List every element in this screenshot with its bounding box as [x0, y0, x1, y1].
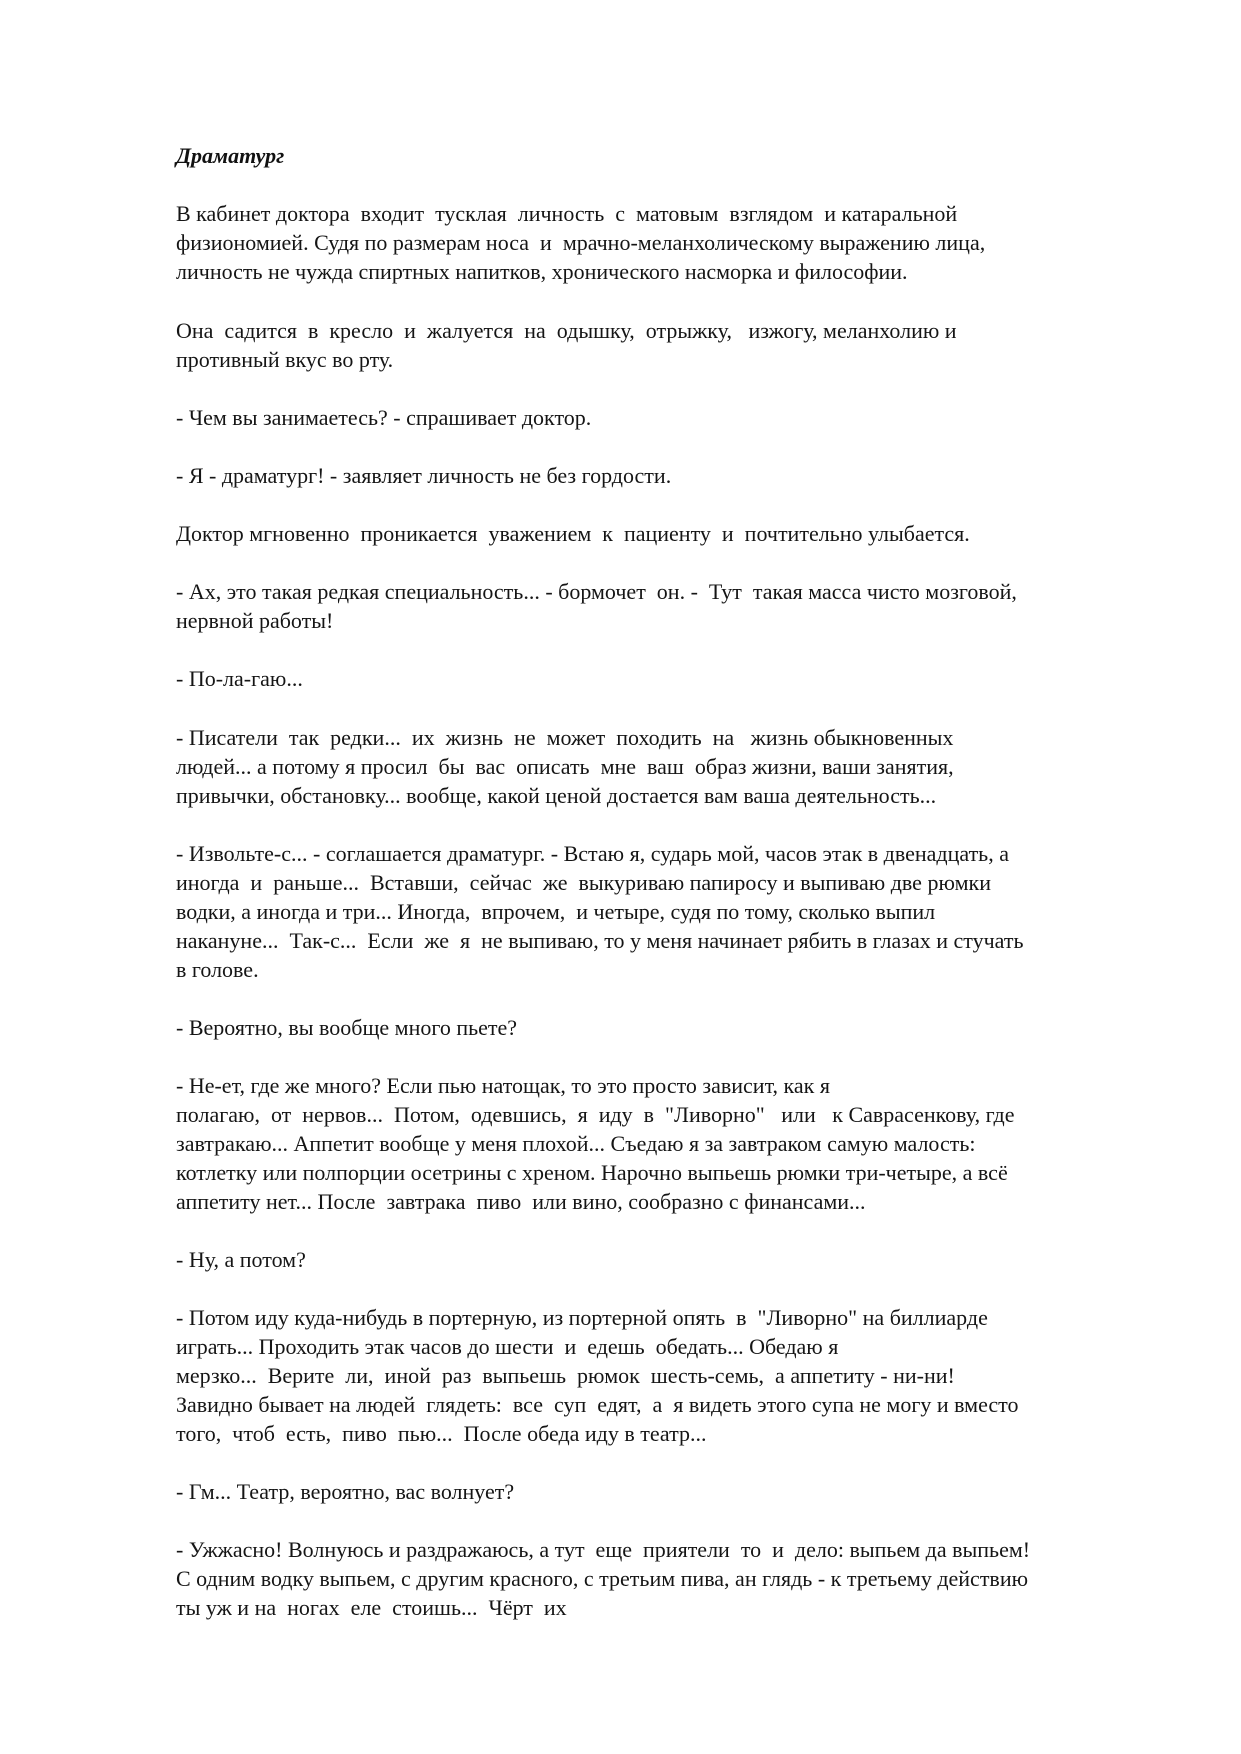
- text-line: играть... Проходить этак часов до шести и едешь обедать... Обедаю я: [176, 1334, 839, 1359]
- text-line: - Чем вы занимаетесь? - спрашивает доктор.: [176, 405, 592, 430]
- text-line: котлетку или полпорции осетрины с хреном. Нарочно выпьешь рюмки три-четыре, а всё: [176, 1160, 1008, 1185]
- text-line: - Не-ет, где же много? Если пью натощак, то это просто зависит, как я: [176, 1073, 830, 1098]
- text-line: физиономией. Судя по размерам носа и мрачно-меланхолическому выражению лица,: [176, 230, 986, 255]
- text-line: Она садится в кресло и жалуется на одышку, отрыжку, изжогу, меланхолию и: [176, 318, 957, 343]
- text-line: - Ну, а потом?: [176, 1247, 306, 1272]
- text-line: мерзко... Верите ли, иной раз выпьешь рюмок шесть-семь, а аппетиту - ни-ни!: [176, 1363, 955, 1388]
- document-title: Драматург: [176, 143, 285, 168]
- text-line: того, чтоб есть, пиво пью... После обеда иду в театр...: [176, 1421, 707, 1446]
- text-line: - По-ла-гаю...: [176, 666, 303, 691]
- text-line: полагаю, от нервов... Потом, одевшись, я иду в "Ливорно" или к Саврасенкову, где: [176, 1102, 1015, 1127]
- text-line: накануне... Так-с... Если же я не выпиваю, то у меня начинает рябить в глазах и стучать: [176, 928, 1024, 953]
- text-line: - Я - драматург! - заявляет личность не без гордости.: [176, 463, 672, 488]
- text-line: - Ах, это такая редкая специальность... - бормочет он. - Тут такая масса чисто мозговой,: [176, 579, 1017, 604]
- text-line: людей... а потому я просил бы вас описать мне ваш образ жизни, ваши занятия,: [176, 754, 954, 779]
- text-line: ты уж и на ногах еле стоишь... Чёрт их: [176, 1595, 567, 1620]
- text-line: - Ужжасно! Волнуюсь и раздражаюсь, а тут еще приятели то и дело: выпьем да выпьем!: [176, 1537, 1031, 1562]
- text-line: В кабинет доктора входит тусклая личность с матовым взглядом и катаральной: [176, 201, 958, 226]
- text-line: - Вероятно, вы вообще много пьете?: [176, 1015, 518, 1040]
- text-line: противный вкус во рту.: [176, 347, 394, 372]
- text-line: аппетиту нет... После завтрака пиво или вино, сообразно с финансами...: [176, 1189, 866, 1214]
- text-line: Завидно бывает на людей глядеть: все суп едят, а я видеть этого супа не могу и вместо: [176, 1392, 1019, 1417]
- text-line: в голове.: [176, 957, 259, 982]
- text-line: - Гм... Театр, вероятно, вас волнует?: [176, 1479, 515, 1504]
- text-line: привычки, обстановку... вообще, какой ценой достается вам ваша деятельность...: [176, 783, 937, 808]
- text-line: завтракаю... Аппетит вообще у меня плохой... Съедаю я за завтраком самую малость:: [176, 1131, 976, 1156]
- text-line: водки, а иногда и три... Иногда, впрочем, и четыре, судя по тому, сколько выпил: [176, 899, 936, 924]
- text-line: нервной работы!: [176, 608, 334, 633]
- text-line: личность не чужда спиртных напитков, хронического насморка и философии.: [176, 259, 908, 284]
- text-line: - Потом иду куда-нибудь в портерную, из портерной опять в "Ливорно" на биллиарде: [176, 1305, 988, 1330]
- text-line: иногда и раньше... Вставши, сейчас же выкуриваю папиросу и выпиваю две рюмки: [176, 870, 991, 895]
- text-line: - Писатели так редки... их жизнь не может походить на жизнь обыкновенных: [176, 725, 954, 750]
- text-line: С одним водку выпьем, с другим красного, с третьим пива, ан глядь - к третьему действию: [176, 1566, 1029, 1591]
- text-line: Доктор мгновенно проникается уважением к пациенту и почтительно улыбается.: [176, 521, 970, 546]
- text-line: - Извольте-с... - соглашается драматург. - Встаю я, сударь мой, часов этак в двенадцать, а: [176, 841, 1009, 866]
